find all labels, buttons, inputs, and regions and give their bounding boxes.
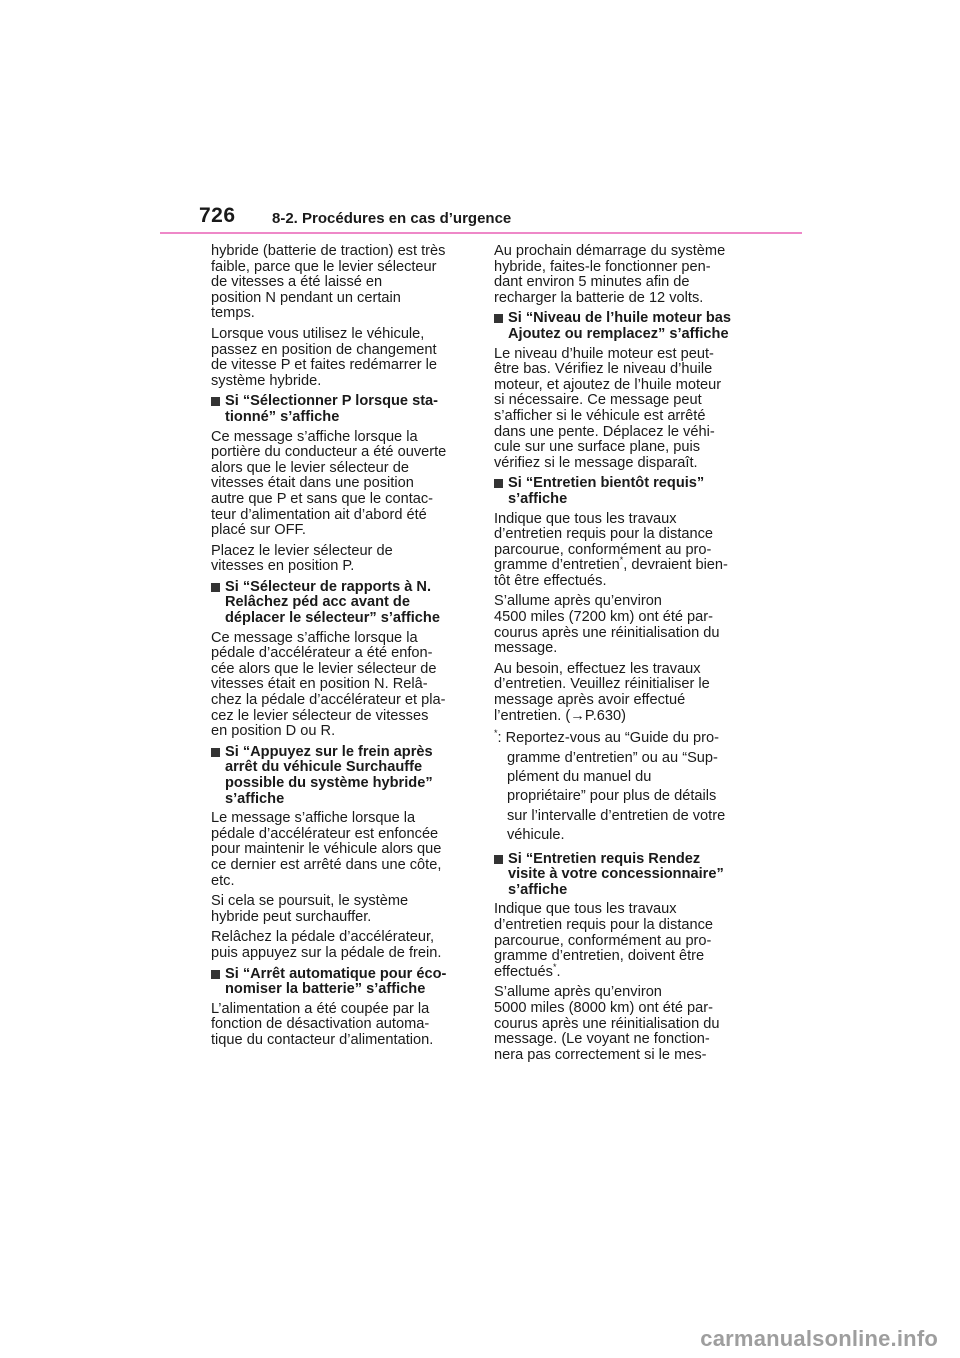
subheading bbox=[211, 745, 467, 807]
subheading bbox=[211, 580, 467, 627]
subheading bbox=[211, 394, 467, 425]
page-reference-link[interactable]: P.630) bbox=[584, 707, 626, 724]
footnote-text: gramme d’entretien” ou au “Sup- plément du manuel du propriétaire” pour plus de détails sur l’intervalle d’entretien de votre véhicule. bbox=[507, 749, 726, 844]
subheading bbox=[494, 852, 752, 899]
subheading-text: Si “Niveau de l’huile moteur bas Ajoutez ou remplacez” s’affiche bbox=[508, 310, 732, 342]
paragraph-text: , devraient bien- tôt être effectués. bbox=[494, 557, 728, 589]
paragraph: L’alimentation a été coupée par la fonction de désactivation automa- tique du contacteur d’alimentation. bbox=[211, 1000, 434, 1048]
square-bullet-icon bbox=[494, 314, 503, 323]
subheading-text: Si “Appuyez sur le frein après arrêt du véhicule Surchauffe possible du système hybride” s’affiche bbox=[225, 743, 433, 807]
footnote-marker: * bbox=[552, 961, 557, 972]
paragraph: S’allume après qu’environ 4500 miles (7200 km) ont été par- courus après une réinitialisation du message. bbox=[494, 593, 720, 657]
paragraph bbox=[494, 902, 752, 980]
page-number: 726 bbox=[199, 204, 236, 227]
paragraph-text: . bbox=[556, 963, 561, 980]
paragraph: Ce message s’affiche lorsque la pédale d’accélérateur a été enfon- cée alors que le levier sélecteur de vitesses était en position N. Relâ- chez la pédale d’accélérateur et pla- cez le levier sélecteur de vitesses en position D ou R. bbox=[211, 629, 446, 740]
subheading-text: Si “Entretien bientôt requis” s’affiche bbox=[508, 475, 705, 507]
subheading-text: Si “Entretien requis Rendez visite à votre concessionnaire” s’affiche bbox=[508, 850, 724, 898]
paragraph-text: Au besoin, effectuez les travaux d’entretien. Veuillez réinitialiser le message après avoir effectué l’entretien. ( bbox=[494, 660, 710, 724]
square-bullet-icon bbox=[211, 970, 220, 979]
paragraph: Au prochain démarrage du système hybride, faites-le fonctionner pen- dant environ 5 minutes afin de recharger la batterie de 12 volts. bbox=[494, 243, 726, 306]
paragraph: Placez le levier sélecteur de vitesses en position P. bbox=[211, 542, 393, 575]
paragraph bbox=[494, 662, 752, 724]
square-bullet-icon bbox=[494, 479, 503, 488]
paragraph: Ce message s’affiche lorsque la portière du conducteur a été ouverte alors que le levier sélecteur de vitesses était dans une position autre que P et sans que le contac- teur d’alimentation ait d’abord été placé sur OFF. bbox=[211, 428, 447, 539]
subheading bbox=[211, 967, 467, 998]
subheading bbox=[494, 311, 752, 342]
subheading-text: Si “Arrêt automatique pour éco- nomiser la batterie” s’affiche bbox=[225, 965, 447, 998]
square-bullet-icon bbox=[211, 748, 220, 757]
paragraph-text: Indique que tous les travaux d’entretien requis pour la distance parcourue, conformément au pro- gramme d’entretien, doivent être effectués bbox=[494, 901, 714, 980]
footnote-marker: * bbox=[619, 555, 624, 566]
footnote-text: : Reportez-vous au “Guide du pro- bbox=[497, 730, 719, 747]
right-column bbox=[494, 244, 752, 1068]
square-bullet-icon bbox=[211, 397, 220, 406]
paragraph: Le niveau d’huile moteur est peut- être bas. Vérifiez le niveau d’huile moteur, et ajoutez de l’huile moteur si nécessaire. Ce message peut s’afficher si le véhicule est arrêté dans une pente. Déplacez le véhi- cule sur une surface plane, puis vérifiez si le message disparaît. bbox=[494, 345, 722, 471]
square-bullet-icon bbox=[494, 855, 503, 864]
subheading-text: Si “Sélecteur de rapports à N. Relâchez péd acc avant de déplacer le sélecteur” s’affiche bbox=[225, 578, 440, 627]
paragraph: hybride (batterie de traction) est très faible, parce que le levier sélecteur de vitesses a été laissé en position N pendant un certain temps. bbox=[211, 243, 446, 322]
footnote-marker: * bbox=[494, 728, 498, 739]
subheading bbox=[494, 476, 752, 507]
section-title: 8-2. Procédures en cas d’urgence bbox=[272, 210, 512, 227]
watermark-text: carmanualsonline.info bbox=[700, 1326, 938, 1351]
subheading-text: Si “Sélectionner P lorsque sta- tionné” s’affiche bbox=[225, 393, 439, 425]
paragraph-text: Indique que tous les travaux d’entretien requis pour la distance parcourue, conformément au pro- gramme d’entretien bbox=[494, 510, 714, 574]
paragraph: Relâchez la pédale d’accélérateur, puis appuyez sur la pédale de frein. bbox=[211, 929, 442, 961]
paragraph bbox=[494, 512, 752, 590]
left-column bbox=[211, 244, 467, 1054]
watermark bbox=[0, 1315, 960, 1358]
paragraph: S’allume après qu’environ 5000 miles (8000 km) ont été par- courus après une réinitialisation du message. (Le voyant ne fonction- nera pas correctement si le mes- bbox=[494, 984, 720, 1063]
square-bullet-icon bbox=[211, 583, 220, 592]
arrow-icon: → bbox=[570, 707, 585, 724]
paragraph: Lorsque vous utilisez le véhicule, passez en position de changement de vitesse P et faites redémarrer le système hybride. bbox=[211, 325, 438, 389]
paragraph: Le message s’affiche lorsque la pédale d’accélérateur est enfoncée pour maintenir le véhicule alors que ce dernier est arrêté dans une côte, etc. bbox=[211, 810, 442, 889]
header-divider bbox=[160, 232, 802, 234]
footnote bbox=[494, 729, 752, 845]
footnote-first-line bbox=[494, 729, 752, 748]
paragraph: Si cela se poursuit, le système hybride peut surchauffer. bbox=[211, 893, 409, 925]
